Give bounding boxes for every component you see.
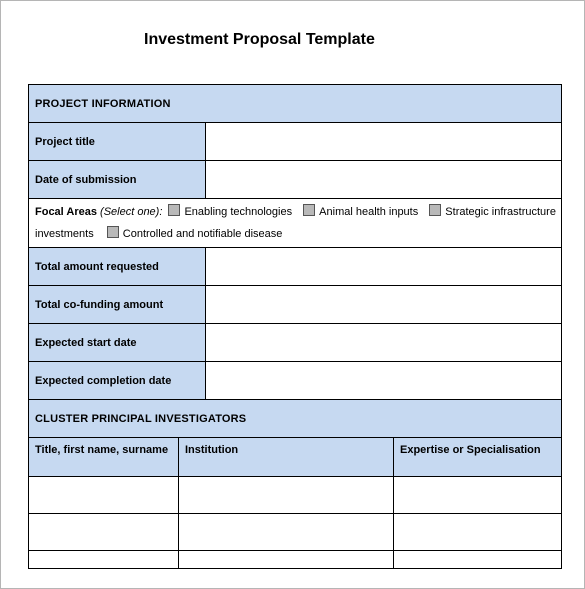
table-row: [29, 477, 562, 514]
focal-areas-cell: [29, 199, 562, 248]
total-amount-requested-row: [29, 248, 562, 286]
investigator-name-cell[interactable]: [29, 477, 179, 514]
project-info-header-row: [29, 85, 562, 123]
investigator-name-cell[interactable]: [29, 514, 179, 551]
checkbox-animal-health-inputs[interactable]: [303, 204, 315, 216]
table-row: [29, 551, 562, 569]
column-header-institution: Institution: [179, 438, 394, 477]
investigator-name-cell[interactable]: [29, 551, 179, 569]
date-of-submission-field[interactable]: [206, 161, 562, 199]
investigators-column-header-row: [29, 438, 562, 477]
project-title-label: Project title: [29, 123, 206, 161]
option-strategic-infrastructure-line2: investments: [35, 228, 94, 240]
checkbox-strategic-infrastructure[interactable]: [429, 204, 441, 216]
document-title: Investment Proposal Template: [144, 31, 375, 48]
expected-completion-date-field[interactable]: [206, 362, 562, 400]
table-row: [29, 514, 562, 551]
project-title-row: [29, 123, 562, 161]
expected-completion-date-label: Expected completion date: [29, 362, 206, 400]
investigator-expertise-cell[interactable]: [394, 477, 562, 514]
option-strategic-infrastructure-line1: Strategic infrastructure: [445, 206, 556, 218]
project-title-field[interactable]: [206, 123, 562, 161]
expected-start-date-field[interactable]: [206, 324, 562, 362]
checkbox-controlled-notifiable-disease[interactable]: [107, 226, 119, 238]
column-header-expertise: Expertise or Specialisation: [394, 438, 562, 477]
total-amount-requested-field[interactable]: [206, 248, 562, 286]
investigators-header-row: [29, 400, 562, 438]
total-co-funding-field[interactable]: [206, 286, 562, 324]
option-controlled-notifiable-disease: Controlled and notifiable disease: [122, 228, 283, 240]
date-of-submission-row: [29, 161, 562, 199]
expected-start-date-row: [29, 324, 562, 362]
column-header-name: Title, first name, surname: [29, 438, 179, 477]
option-enabling-technologies: Enabling technologies: [184, 206, 293, 218]
focal-areas-label: Focal Areas: [35, 206, 97, 218]
proposal-form: [28, 84, 561, 566]
investigator-institution-cell[interactable]: [179, 477, 394, 514]
checkbox-enabling-technologies[interactable]: [168, 204, 180, 216]
option-animal-health-inputs: Animal health inputs: [319, 206, 419, 218]
investigator-institution-cell[interactable]: [179, 514, 394, 551]
expected-start-date-label: Expected start date: [29, 324, 206, 362]
investigators-table: [28, 437, 562, 569]
investigator-expertise-cell[interactable]: [394, 514, 562, 551]
total-amount-requested-label: Total amount requested: [29, 248, 206, 286]
focal-areas-row: [29, 199, 562, 248]
project-info-section-label: PROJECT INFORMATION: [29, 85, 562, 123]
investigator-institution-cell[interactable]: [179, 551, 394, 569]
project-info-table: [28, 84, 562, 438]
investigator-expertise-cell[interactable]: [394, 551, 562, 569]
total-co-funding-label: Total co-funding amount: [29, 286, 206, 324]
date-of-submission-label: Date of submission: [29, 161, 206, 199]
total-co-funding-row: [29, 286, 562, 324]
focal-areas-hint: (Select one):: [100, 206, 163, 218]
investigators-section-label: CLUSTER PRINCIPAL INVESTIGATORS: [29, 400, 562, 438]
expected-completion-date-row: [29, 362, 562, 400]
